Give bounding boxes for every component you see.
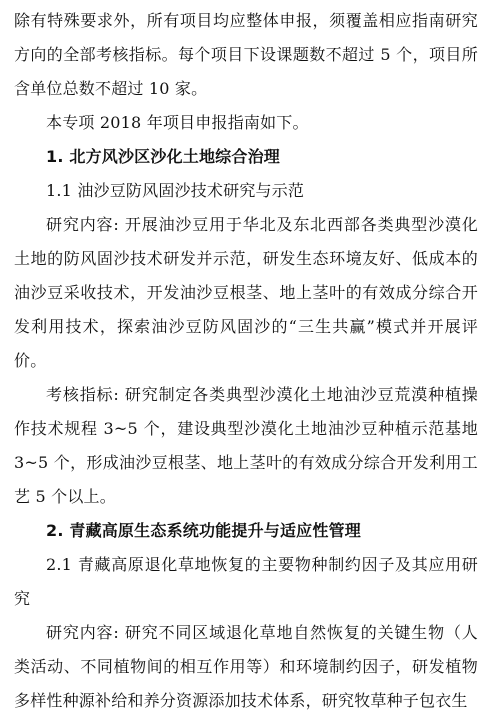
section-heading-1: 1. 北方风沙区沙化土地综合治理 [46, 147, 280, 166]
research-content-2-1: 研究内容: 研究不同区域退化草地自然恢复的关键生物（人类活动、不同植物间的相互作用等）和环境制约因子，研发植物多样性种源补给和养分资源添加技术体系，研究牧草种子包衣生 [14, 623, 478, 710]
subsection-heading-2-1: 2.1 青藏高原退化草地恢复的主要物种制约因子及其应用研究 [14, 555, 478, 608]
assessment-indicators-1-1: 考核指标: 研究制定各类典型沙漠化土地油沙豆荒漠种植操作技术规程 3~5 个，建设典型沙漠化土地油沙豆种植示范基地 3~5 个，形成油沙豆根茎、地上茎叶的有效成分综合开发利用工艺 5 个以上。 [14, 385, 478, 506]
research-content-1-1: 研究内容: 开展油沙豆用于华北及东北西部各类典型沙漠化土地的防风固沙技术研发并示范，研发生态环境友好、低成本的油沙豆采收技术，开发油沙豆根茎、地上茎叶的有效成分综合开发利用技术，探索油沙豆防风固沙的“三生共赢”模式并开展评价。 [14, 215, 478, 370]
paragraph-intro: 除有特殊要求外，所有项目均应整体申报，须覆盖相应指南研究方向的全部考核指标。每个项目下设课题数不超过 5 个，项目所含单位总数不超过 10 家。 [14, 11, 478, 98]
paragraph-guide-intro: 本专项 2018 年项目申报指南如下。 [46, 113, 309, 132]
section-heading-2: 2. 青藏高原生态系统功能提升与适应性管理 [46, 521, 361, 540]
subsection-heading-1-1: 1.1 油沙豆防风固沙技术研究与示范 [46, 181, 305, 200]
